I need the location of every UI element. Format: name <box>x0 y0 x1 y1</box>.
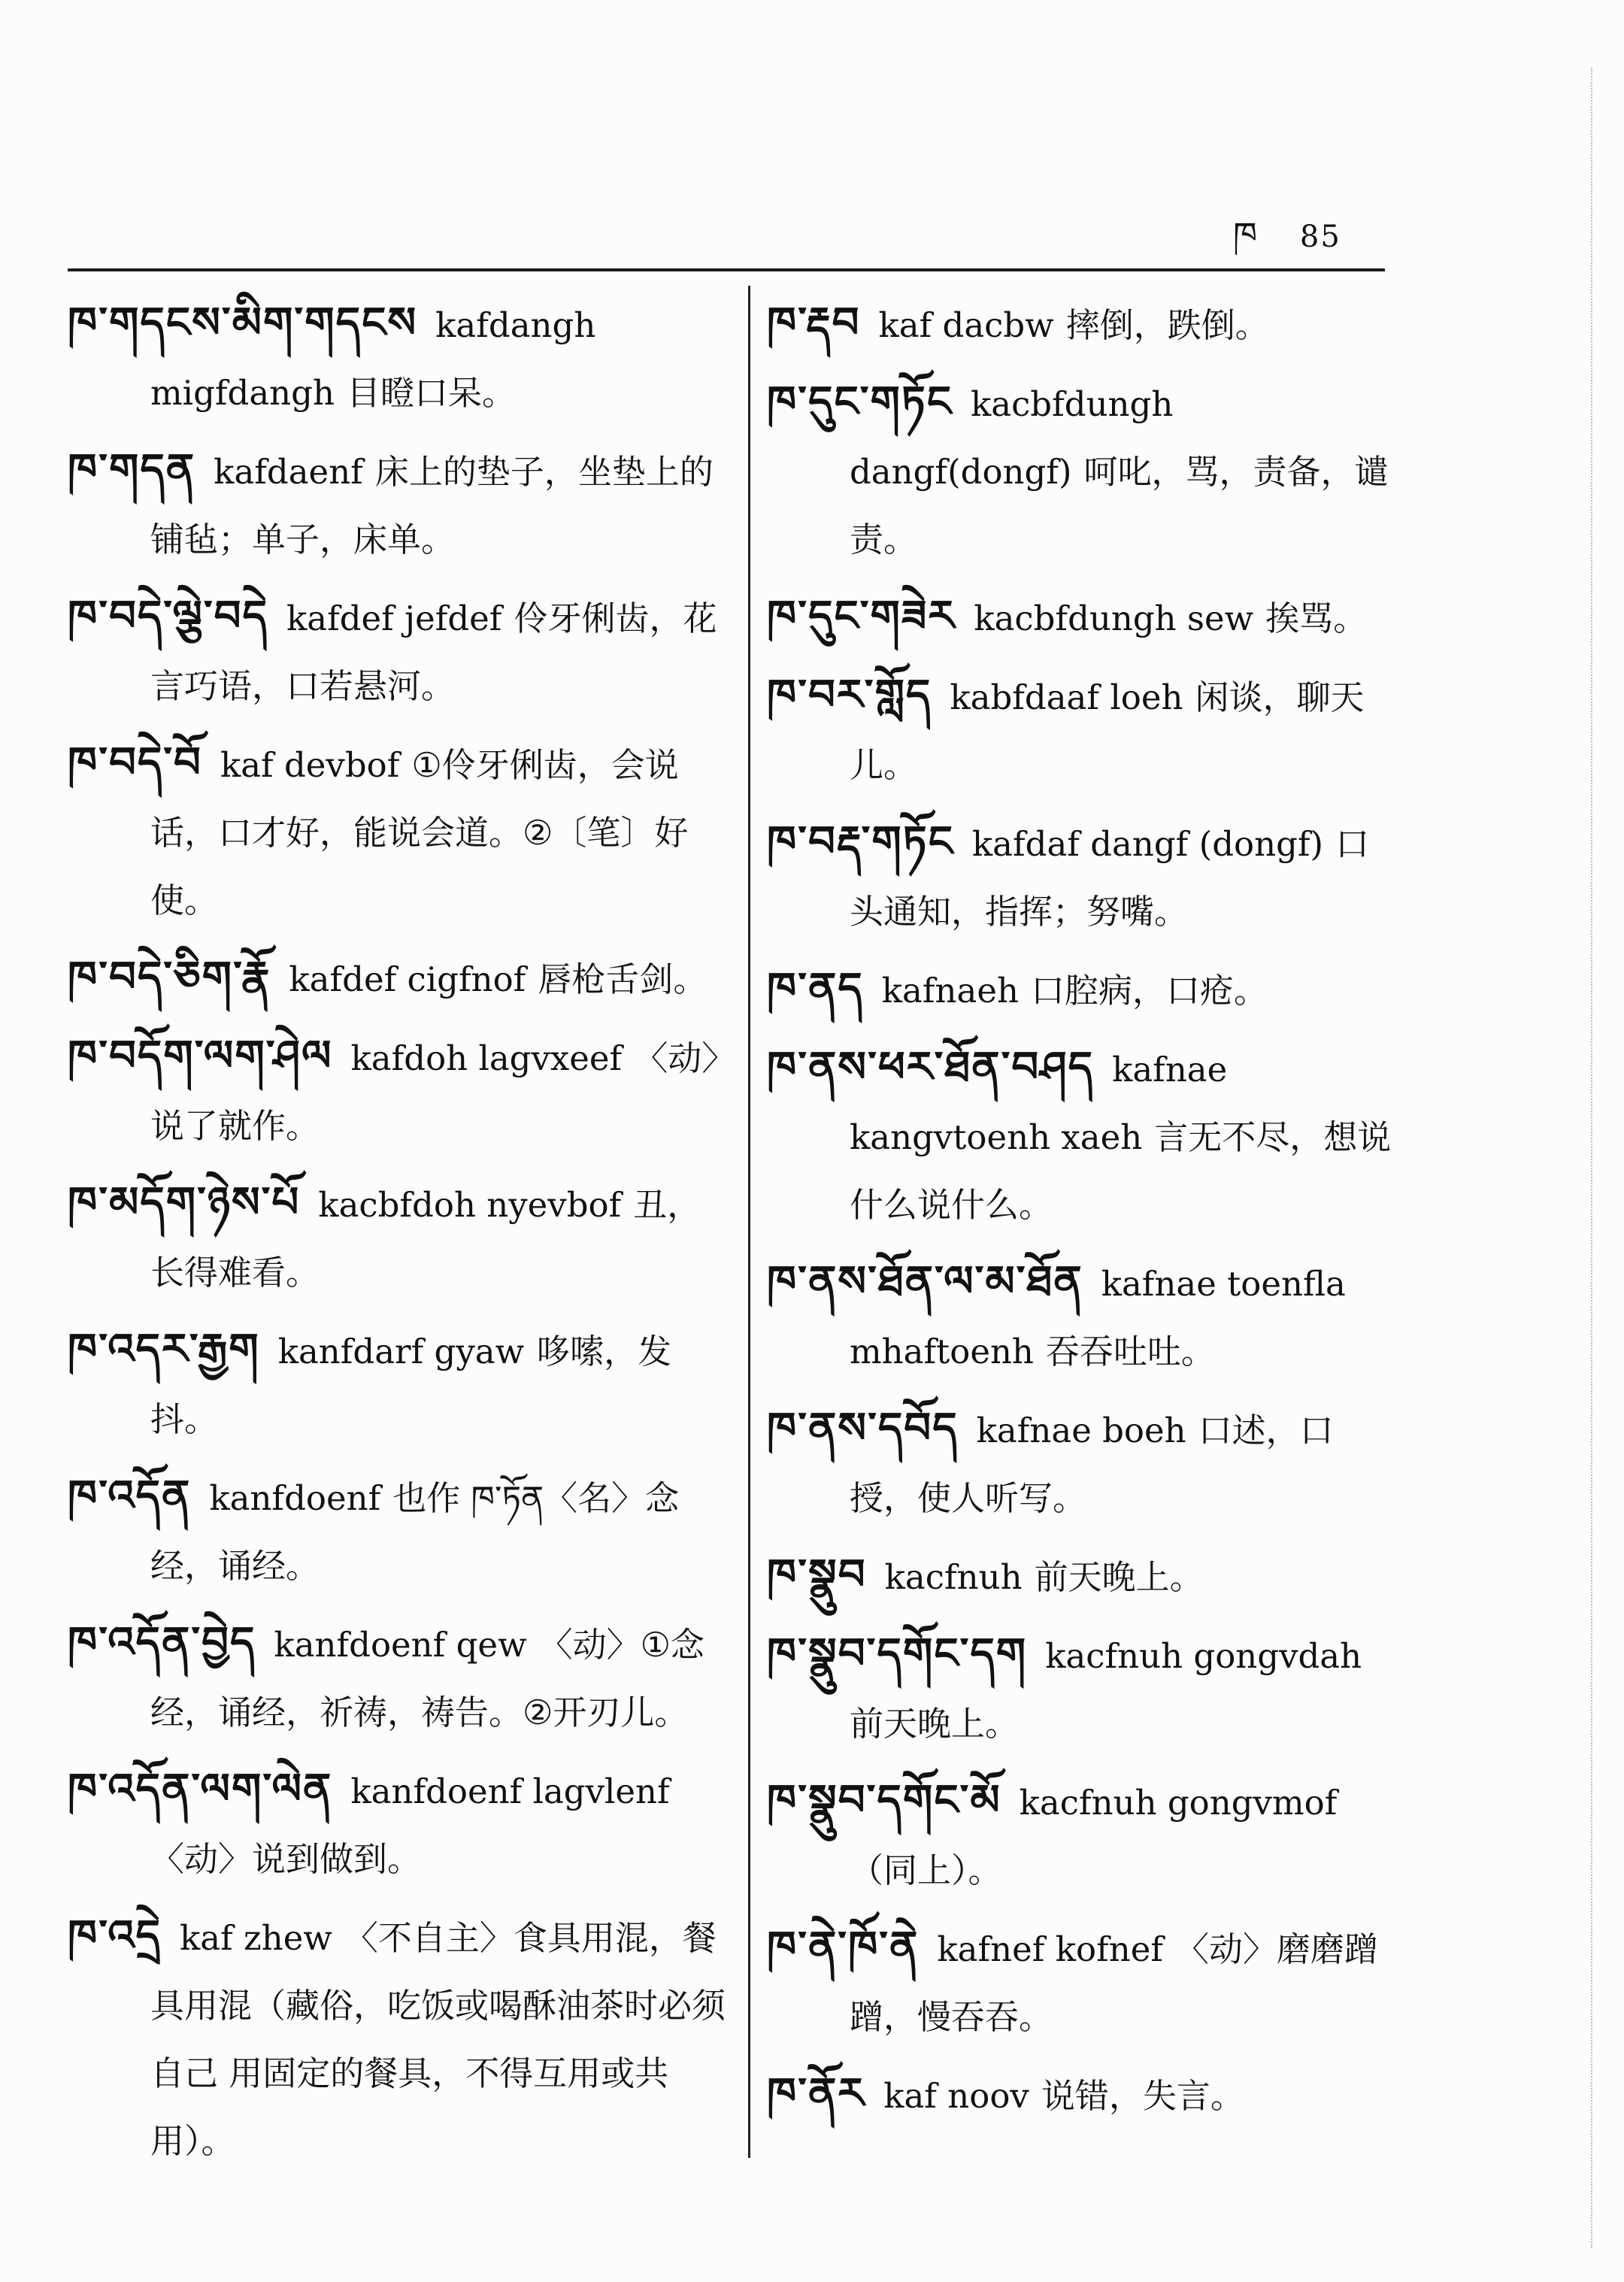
entry-line <box>767 1395 1398 1532</box>
dictionary-entry <box>767 1541 1398 1611</box>
entry-romanization: kanfdoenf lagvlenf <box>350 1771 670 1811</box>
entry-line <box>767 662 1398 799</box>
entry-romanization: kafdoh lagvxeef <box>350 1038 623 1078</box>
entry-definition: 吞吞吐吐。 <box>1045 1332 1215 1371</box>
entry-line <box>767 1541 1398 1611</box>
entry-line <box>68 1023 729 1160</box>
dictionary-entry <box>767 1620 1398 1758</box>
entry-romanization: kanfdarf gyaw <box>277 1332 525 1371</box>
entry-line <box>767 583 1398 653</box>
dictionary-entry <box>767 662 1398 799</box>
dictionary-entry <box>68 436 729 574</box>
header-glyph: ཁ <box>1233 214 1259 255</box>
entry-definition: 前天晚上。 <box>850 1704 1020 1744</box>
scan-edge-dots <box>1591 68 1594 2248</box>
entry-romanization: kacbfdoh nyevbof <box>318 1185 622 1225</box>
entry-tibetan: ཁ་མདོག་ཉེས་པོ <box>68 1178 301 1227</box>
entry-line <box>767 1620 1398 1758</box>
dictionary-entry <box>68 729 729 935</box>
column-divider <box>748 286 750 2158</box>
dictionary-entry <box>767 808 1398 946</box>
entry-romanization: kafnae toenfla mhaftoenh <box>850 1264 1346 1371</box>
entry-tibetan: ཁ་དུང་གཏོང <box>767 377 953 426</box>
entry-line <box>68 289 729 427</box>
page-number: 85 <box>1299 220 1341 254</box>
entry-definition: 挨骂。 <box>1265 599 1368 638</box>
dictionary-entry <box>68 583 729 720</box>
entry-tibetan: ཁ་འདོན <box>68 1471 192 1520</box>
entry-definition: 摔倒，跌倒。 <box>1065 305 1269 345</box>
entry-tibetan: ཁ་ནས་ཐོན་ལ་མ་ཐོན <box>767 1257 1083 1306</box>
entry-line <box>767 955 1398 1025</box>
page-header <box>1233 197 1341 294</box>
entry-definition: 也作 ཁ་ཏོན〈名〉念经，诵经。 <box>150 1478 680 1586</box>
entry-tibetan: ཁ་ནོར <box>767 2069 866 2118</box>
entry-romanization: kafnae kangvtoenh xaeh <box>850 1050 1228 1157</box>
dictionary-entry <box>68 944 729 1014</box>
dictionary-entry <box>68 1902 729 2175</box>
dictionary-entry <box>767 1034 1398 1239</box>
entry-line <box>767 1034 1398 1239</box>
entry-definition: ①伶牙俐齿，会说话，口才好，能说会道。②〔笔〕好使。 <box>150 745 689 920</box>
entry-romanization: kacfnuh <box>884 1557 1023 1597</box>
dictionary-entry <box>767 1248 1398 1386</box>
entry-definition: 口腔病，口疮。 <box>1030 971 1268 1011</box>
entry-definition: 唇枪舌剑。 <box>538 959 707 999</box>
entry-line <box>767 1767 1398 1905</box>
entry-line <box>767 368 1398 574</box>
entry-definition: 闲谈，聊天儿。 <box>850 677 1365 785</box>
entry-romanization: kafdaf dangf (dongf) <box>971 824 1324 864</box>
entry-tibetan: ཁ་སྣུབ་དགོང་མོ <box>767 1776 1001 1825</box>
entry-definition: 〈动〉说到做到。 <box>150 1839 422 1879</box>
left-column <box>68 289 729 2184</box>
entry-definition: 口头通知，指挥；努嘴。 <box>850 824 1370 932</box>
entry-tibetan: ཁ་བདེ་ཅིག་རྣོ <box>68 953 271 1002</box>
entry-tibetan: ཁ་ནས་ཕར་ཐོན་བཤད <box>767 1043 1095 1092</box>
entry-definition: 〈动〉①念经，诵经，祈祷，祷告。②开刃儿。 <box>150 1625 704 1732</box>
entry-definition: 丑，长得难看。 <box>150 1185 701 1293</box>
entry-tibetan: ཁ་དུང་གཟེར <box>767 592 956 641</box>
entry-romanization: kafnae boeh <box>976 1411 1186 1450</box>
entry-definition: 目瞪口呆。 <box>346 373 516 413</box>
entry-tibetan: ཁ་གདན <box>68 445 196 494</box>
entry-romanization: kaf zhew <box>179 1918 332 1958</box>
dictionary-entry <box>767 2060 1398 2130</box>
entry-line <box>68 1316 729 1453</box>
entry-romanization: kafnaeh <box>881 971 1019 1011</box>
entry-definition: 言无不尽，想说什么说什么。 <box>850 1117 1392 1225</box>
entry-romanization: kafdef jefdef <box>286 599 502 638</box>
entry-definition: 〈动〉说了就作。 <box>150 1038 719 1146</box>
dictionary-entry <box>767 1395 1398 1532</box>
entry-romanization: kacbfdungh sew <box>974 599 1254 638</box>
entry-tibetan: ཁ་བརྡ་གཏོང <box>767 817 954 866</box>
entry-tibetan: ཁ་བར་གློད <box>767 671 932 720</box>
entry-definition: 床上的垫子，坐垫上的铺毡；单子，床单。 <box>150 452 714 559</box>
dictionary-entry <box>68 1609 729 1747</box>
dictionary-entry <box>767 1767 1398 1905</box>
entry-tibetan: ཁ་བདོག་ལག་ཤེལ <box>68 1032 333 1080</box>
entry-line <box>68 1756 729 1893</box>
entry-tibetan: ཁ་ནས་དབོད <box>767 1404 959 1453</box>
dictionary-entry <box>68 1316 729 1453</box>
entry-tibetan: ཁ་འདྲེ <box>68 1911 162 1960</box>
entry-line <box>68 1169 729 1307</box>
entry-tibetan: ཁ་ནད <box>767 964 864 1013</box>
entry-line <box>68 729 729 935</box>
entry-romanization: kafdangh migfdangh <box>150 305 596 413</box>
entry-romanization: kafdaenf <box>214 452 363 492</box>
entry-romanization: kaf dacbw <box>878 305 1054 345</box>
dictionary-entry <box>68 289 729 427</box>
entry-line <box>767 808 1398 946</box>
entry-line <box>767 1914 1398 2051</box>
entry-line <box>68 1902 729 2175</box>
entry-definition: 说错，失言。 <box>1041 2076 1244 2116</box>
entry-tibetan: ཁ་ནེ་ཁོ་ནེ <box>767 1923 920 1971</box>
dictionary-entry <box>68 1169 729 1307</box>
entry-line <box>767 2060 1398 2130</box>
dictionary-entry <box>767 955 1398 1025</box>
dictionary-entry <box>68 1023 729 1160</box>
header-rule <box>68 268 1385 271</box>
entry-tibetan: ཁ་སྣུབ་དགོང་དག <box>767 1629 1028 1678</box>
entry-line <box>68 1609 729 1747</box>
entry-tibetan: ཁ་འདོན་བྱེད <box>68 1618 256 1667</box>
entry-line <box>68 1462 729 1600</box>
entry-tibetan: ཁ་གདངས་མིག་གདངས <box>68 299 418 347</box>
entry-definition: 哆嗦，发抖。 <box>150 1332 672 1439</box>
entry-line <box>68 944 729 1014</box>
entry-romanization: kacfnuh gongvdah <box>1045 1636 1362 1676</box>
entry-tibetan: ཁ་སྣུབ <box>767 1550 867 1599</box>
dictionary-entry <box>767 368 1398 574</box>
dictionary-entry <box>68 1756 729 1893</box>
entry-romanization: kacbfdungh dangf(dongf) <box>850 384 1174 492</box>
entry-definition: 伶牙俐齿，花言巧语，口若悬河。 <box>150 599 717 706</box>
entry-romanization: kanfdoenf qew <box>274 1625 527 1665</box>
entry-romanization: kaf noov <box>883 2076 1029 2116</box>
entry-tibetan: ཁ་བདེ་ལྕེ་བདེ <box>68 592 268 641</box>
entry-definition: 呵叱，骂，责备，谴责。 <box>850 452 1389 559</box>
entry-line <box>68 436 729 574</box>
entry-romanization: kabfdaaf loeh <box>950 677 1183 717</box>
entry-line <box>767 1248 1398 1386</box>
entry-line <box>767 289 1398 359</box>
right-column <box>767 289 1398 2139</box>
entry-romanization: kafdef cigfnof <box>289 959 526 999</box>
entry-definition: 口述，口授，使人听写。 <box>850 1411 1334 1518</box>
entry-romanization: kafnef kofnef <box>937 1929 1163 1969</box>
entry-line <box>68 583 729 720</box>
entry-definition: 〈动〉磨磨蹭蹭，慢吞吞。 <box>850 1929 1379 2037</box>
entry-definition: （同上）。 <box>850 1850 1002 1890</box>
dictionary-entry <box>767 289 1398 359</box>
entry-romanization: kaf devbof <box>220 745 400 785</box>
entry-tibetan: ཁ་རྡབ <box>767 299 861 347</box>
entry-romanization: kanfdoenf <box>209 1478 381 1518</box>
entry-tibetan: ཁ་འདོན་ལག་ལེན <box>68 1765 333 1814</box>
entry-tibetan: ཁ་འདར་རྒྱག <box>68 1325 260 1374</box>
dictionary-entry <box>68 1462 729 1600</box>
entry-romanization: kacfnuh gongvmof <box>1019 1783 1338 1823</box>
entry-definition: 〈不自主〉食具用混，餐具用混（藏俗，吃饭或喝酥油茶时必须 自己 用固定的餐具，不得互用或共用）。 <box>150 1918 726 2161</box>
dictionary-entry <box>767 583 1398 653</box>
entry-definition: 前天晚上。 <box>1034 1557 1204 1597</box>
dictionary-entry <box>767 1914 1398 2051</box>
entry-tibetan: ཁ་བདེ་བོ <box>68 738 202 787</box>
